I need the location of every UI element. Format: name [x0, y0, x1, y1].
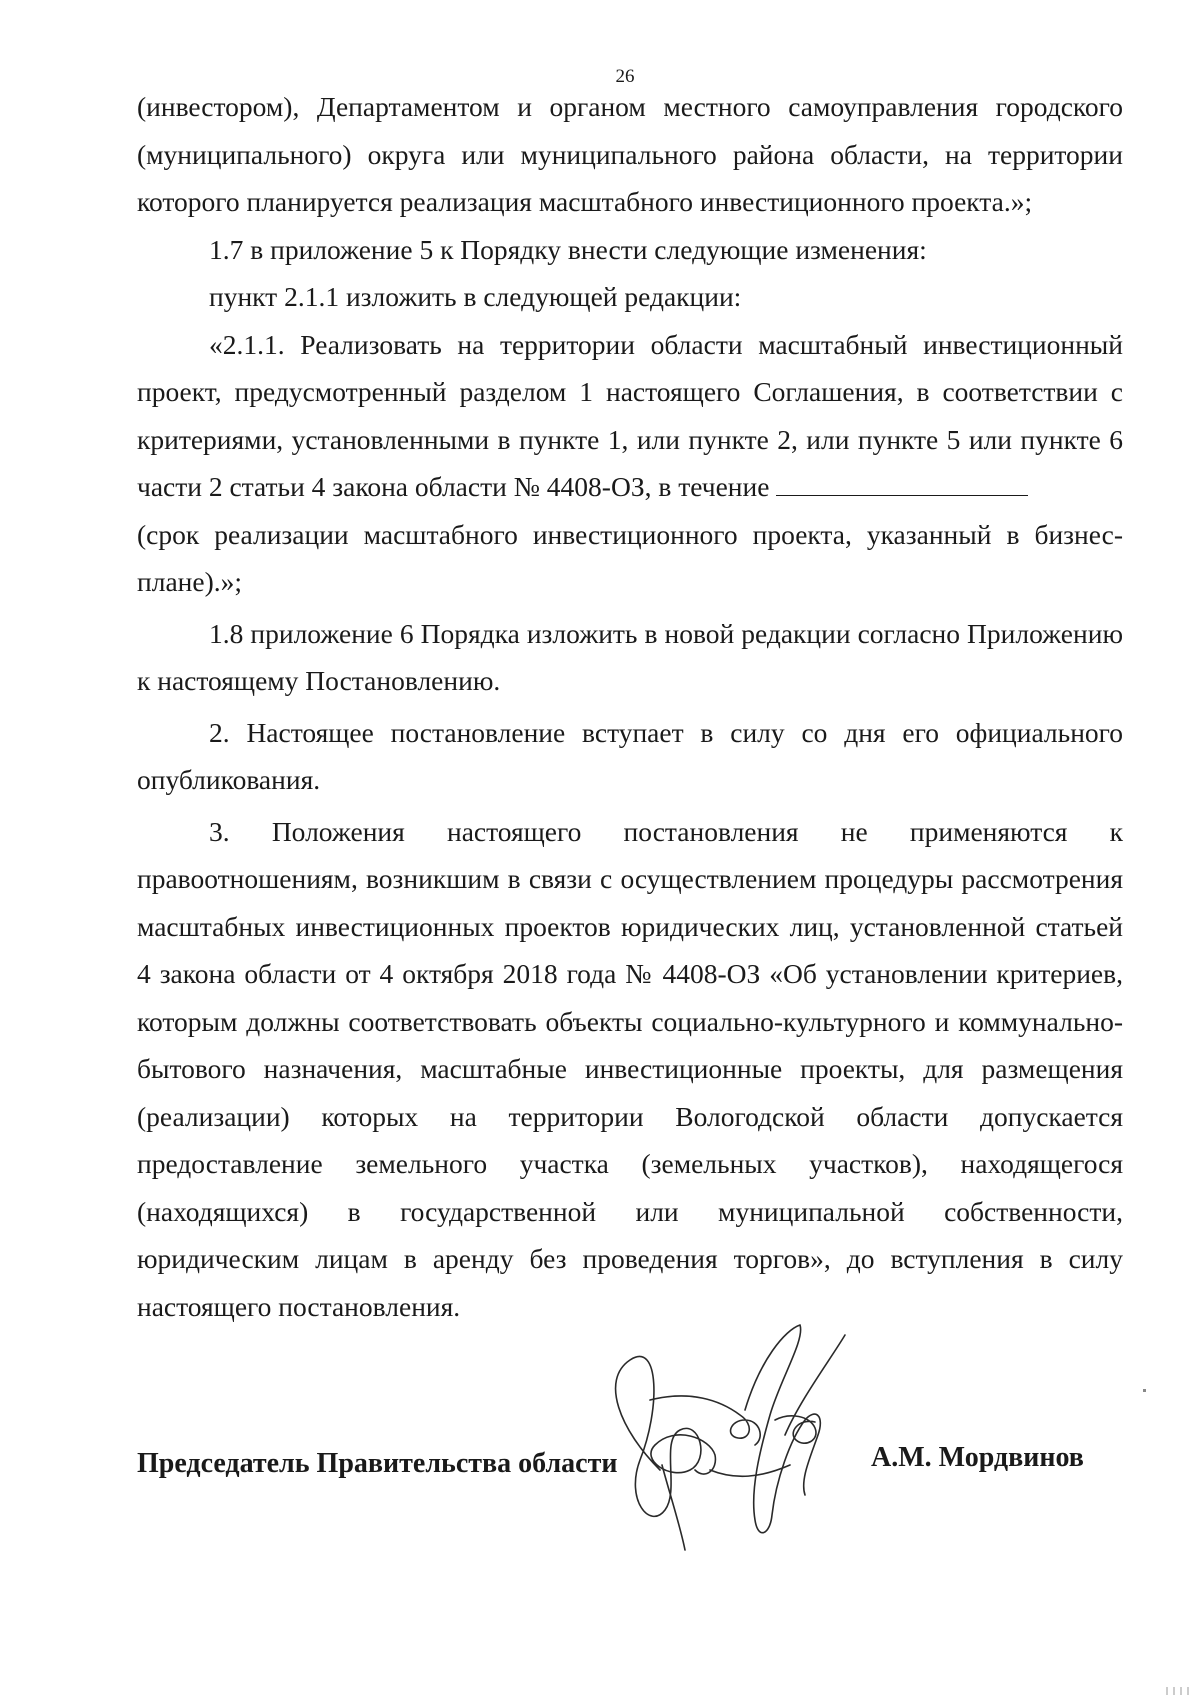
paragraph-3: 3. Положения настоящего постановления не применяются к правоотношениям, возникшим в связи с осуществлением процедуры рассмотрения масштабных инвестиционных проектов юридических лиц, установленной статьей 4 закона области от 4 октября 2018 года № 4408-ОЗ «Об установлении критериев, которым должны соответствовать объекты социально-культурного и коммунально-бытового назначения, масштабные инвестиционные проекты, для размещения (реализации) которых на территории Вологодской области допускается предоставление земельного участка (земельных участков), находящегося (находящихся) в государственной или муниципальной собственности, юридическим лицам в аренду без проведения торгов», до вступления в силу настоящего постановления.	[137, 815, 1123, 1322]
body-text	[137, 83, 1123, 1330]
quote-text: «2.1.1. Реализовать на территории области масштабный инвестиционный проект, предусмотренный разделом 1 настоящего Соглашения, в соответствии с критериями, установленными в пункте 1, или пункте 2, или пункте 5 или пункте 6 части 2 статьи 4 закона области № 4408-ОЗ, в течение	[137, 328, 1123, 502]
paragraph-point-2-1-1: пункт 2.1.1 изложить в следующей редакции:	[209, 281, 742, 312]
signer-name: А.М. Мордвинов	[871, 1442, 1084, 1473]
paragraph-1-7: 1.7 в приложение 5 к Порядку внести следующие изменения:	[209, 233, 927, 265]
paragraph-deadline-note: (срок реализации масштабного инвестиционного проекта, указанный в бизнес-плане).»;	[137, 518, 1123, 597]
page-number: 26	[615, 66, 635, 87]
paragraph-2: 2. Настоящее постановление вступает в силу со дня его официального опубликования.	[137, 716, 1123, 795]
paragraph-quote-2-1-1	[137, 321, 1123, 511]
scan-ticks	[1165, 1685, 1195, 1695]
paragraph-continuation: (инвестором), Департаментом и органом местного самоуправления городского (муниципального) округа или муниципального района области, на территории которого планируется реализация масштабного инвестиционного проекта.»;	[137, 91, 1123, 217]
signer-title: Председатель Правительства области	[137, 1448, 618, 1479]
scan-dot	[1143, 1389, 1147, 1393]
handwritten-signature	[600, 1320, 890, 1560]
blank-line	[776, 475, 1028, 496]
paragraph-1-8: 1.8 приложение 6 Порядка изложить в новой редакции согласно Приложению к настоящему Постановлению.	[137, 617, 1123, 696]
